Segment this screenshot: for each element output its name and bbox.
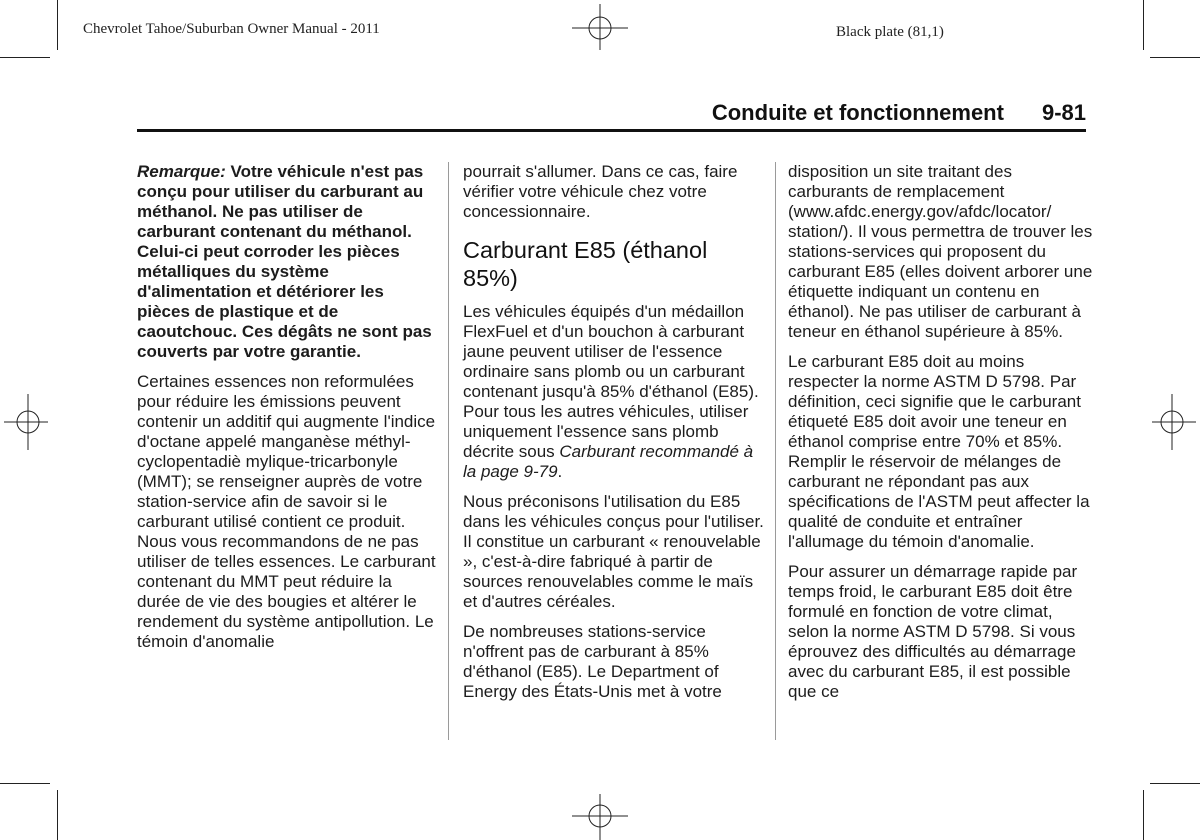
crop-mark: [0, 783, 50, 784]
body-paragraph: [463, 302, 768, 482]
cross-reference-link[interactable]: Carburant recommandé à la page 9-79: [463, 442, 754, 481]
body-text: .: [557, 462, 563, 481]
body-paragraph: De nombreuses stations-service n'offrent pas de carburant à 85% d'éthanol (E85). Le Department of Energy des États-Unis met à votre: [463, 622, 722, 701]
note-label: Remarque:: [137, 162, 226, 181]
body-paragraph: Pour assurer un démarrage rapide par temps froid, le carburant E85 doit être formulé en fonction de votre climat, selon la norme ASTM D 5798. Si vous éprouvez des difficultés au démarrage avec du carburant E85, il est possible que ce: [788, 562, 1078, 701]
column-1: [137, 162, 437, 662]
body-paragraph: Le carburant E85 doit au moins respecter la norme ASTM D 5798. Par définition, ceci signifie que le carburant étiqueté E85 doit avoir une teneur en éthanol comprise entre 70% et 85%. Remplir le réservoir de mélanges de carburant ne répondant pas aux spécifications de l'ASTM peut affecter la qualité de conduite et entraîner l'allumage du témoin d'anomalie.: [788, 352, 1090, 551]
page-number: 9-81: [1041, 100, 1086, 125]
registration-mark-icon: [0, 394, 48, 450]
crop-mark: [1143, 790, 1144, 840]
crop-mark: [1150, 57, 1200, 58]
running-header: [0, 100, 1086, 128]
registration-mark-icon: [572, 4, 628, 50]
crop-mark: [1143, 0, 1144, 50]
crop-mark: [57, 790, 58, 840]
body-paragraph: disposition un site traitant des carburants de remplacement (www.afdc.energy.gov/afdc/locator/ station/). Il vous permettra de trouver les stations-services qui proposent du carburant E85 (elles doivent arborer une étiquette indiquant un contenu en éthanol). Ne pas utiliser de carburant à teneur en éthanol supérieure à 85%.: [788, 162, 1093, 341]
column-3: [788, 162, 1093, 712]
column-divider: [775, 162, 776, 740]
body-text: Les véhicules équipés d'un médaillon FlexFuel et d'un bouchon à carburant jaune peuvent utiliser de l'essence ordinaire sans plomb ou un carburant contenant jusqu'à 85% d'éthanol (E85). Pour tous les autres véhicules, utiliser uniquement l'essence sans plomb décrite sous: [463, 302, 759, 461]
crop-mark: [57, 0, 58, 50]
body-paragraph: pourrait s'allumer. Dans ce cas, faire vérifier votre véhicule chez votre concessionnaire.: [463, 162, 738, 221]
body-paragraph: Nous préconisons l'utilisation du E85 dans les véhicules conçus pour l'utiliser. Il constitue un carburant « renouvelable », c'est-à-dire fabriqué à partir de sources renouvelables comme le maïs et d'autres céréales.: [463, 492, 764, 611]
plate-label: Black plate (81,1): [836, 24, 944, 40]
section-heading: Carburant E85 (éthanol 85%): [463, 237, 708, 291]
crop-mark: [1150, 783, 1200, 784]
note-text: Votre véhicule n'est pas conçu pour utiliser du carburant au méthanol. Ne pas utiliser de carburant contenant du méthanol. Celui-ci peut corroder les pièces métalliques du système d'alimentation et détériorer les pièces de plastique et de caoutchouc. Ces dégâts ne sont pas couverts par votre garantie.: [137, 162, 432, 361]
column-2: [463, 162, 768, 712]
manual-title-header: Chevrolet Tahoe/Suburban Owner Manual - 2011: [83, 21, 380, 37]
header-rule: [137, 129, 1086, 132]
note-paragraph: [137, 162, 437, 362]
section-title: Conduite et fonctionnement: [711, 100, 1004, 125]
column-divider: [448, 162, 449, 740]
registration-mark-icon: [1152, 394, 1200, 450]
crop-mark: [0, 57, 50, 58]
registration-mark-icon: [572, 794, 628, 840]
body-paragraph: Certaines essences non reformulées pour réduire les émissions peuvent contenir un additif qui augmente l'indice d'octane appelé manganèse méthyl-cyclopentadiè mylique-tricarbonyle (MMT); se renseigner auprès de votre station-service afin de savoir si le carburant utilisé contient ce produit. Nous vous recommandons de ne pas utiliser de telles essences. Le carburant contenant du MMT peut réduire la durée de vie des bougies et altérer le rendement du système antipollution. Le témoin d'anomalie: [137, 372, 436, 651]
